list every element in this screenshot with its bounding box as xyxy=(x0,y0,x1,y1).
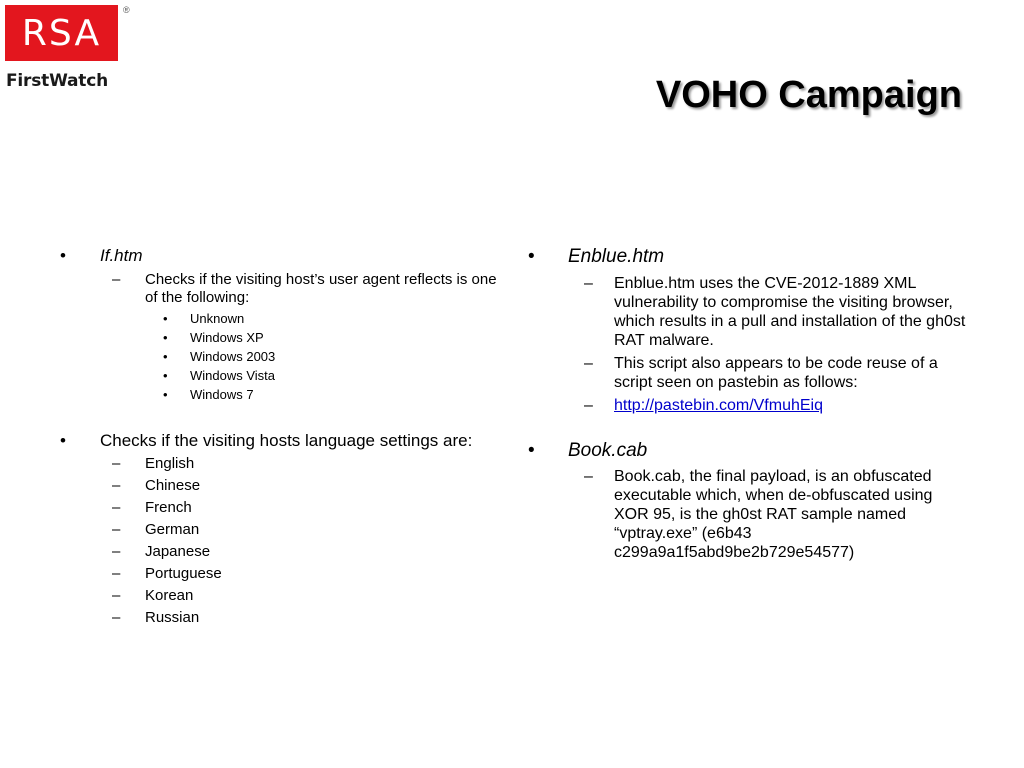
agent-label: Windows Vista xyxy=(190,368,276,383)
language-label: Russian xyxy=(145,609,200,626)
bullet-icon: • xyxy=(528,246,535,267)
bullet-book-cab xyxy=(528,439,968,462)
dash-icon: – xyxy=(112,587,121,604)
language-label: Portuguese xyxy=(145,565,222,582)
sub-bullet-text: Book.cab, the final payload, is an obfuscated executable which, when de-obfuscated using XOR 95, is the gh0st RAT sample named “vptray.exe” (e6b43 c299a9a1f5abd9be2b729e54577) xyxy=(614,468,933,561)
agent-label: Windows 7 xyxy=(190,387,254,402)
bullet-icon: • xyxy=(163,311,168,326)
registered-mark: ® xyxy=(123,5,130,15)
sub-bullet-text: This script also appears to be code reuse of a script seen on pastebin as follows: xyxy=(614,355,938,391)
list-item-language xyxy=(60,541,500,563)
list-item-agent xyxy=(60,347,500,366)
language-label: English xyxy=(145,455,195,472)
list-item-language xyxy=(60,607,500,629)
bullet-if-htm xyxy=(60,245,500,266)
sub-bullet-link xyxy=(528,396,968,415)
sub-bullet-payload xyxy=(528,467,968,562)
dash-icon: – xyxy=(584,468,593,485)
agent-label: Unknown xyxy=(190,311,245,326)
agent-label: Windows 2003 xyxy=(190,349,276,364)
bullet-icon: • xyxy=(163,368,168,383)
bullet-icon: • xyxy=(163,387,168,402)
list-item-agent xyxy=(60,309,500,328)
dash-icon: – xyxy=(584,397,593,414)
firstwatch-label: FirstWatch xyxy=(6,71,108,91)
list-item-agent xyxy=(60,385,500,404)
list-item-agent xyxy=(60,366,500,385)
sub-bullet-user-agent xyxy=(60,271,500,307)
list-item-language xyxy=(60,475,500,497)
sub-bullet-text: Enblue.htm uses the CVE-2012-1889 XML vulnerability to compromise the visiting browser, which results in a pull and installation of the gh0st RAT malware. xyxy=(614,275,966,349)
list-item-language xyxy=(60,519,500,541)
list-item-language xyxy=(60,563,500,585)
language-label: French xyxy=(145,499,192,516)
bullet-icon: • xyxy=(60,246,66,265)
pastebin-link[interactable]: http://pastebin.com/VfmuhEiq xyxy=(614,397,823,414)
sub-bullet-cve xyxy=(528,274,968,350)
dash-icon: – xyxy=(112,499,121,516)
agent-label: Windows XP xyxy=(190,330,264,345)
dash-icon: – xyxy=(112,609,121,626)
dash-icon: – xyxy=(112,455,121,472)
list-item-language xyxy=(60,453,500,475)
left-column xyxy=(60,245,500,629)
language-label: German xyxy=(145,521,200,538)
bullet-label: Enblue.htm xyxy=(568,246,665,267)
bullet-icon: • xyxy=(60,431,66,450)
dash-icon: – xyxy=(112,477,121,494)
rsa-logo-box xyxy=(5,5,118,61)
bullet-icon: • xyxy=(528,440,535,461)
list-item-agent xyxy=(60,328,500,347)
bullet-language-settings xyxy=(60,430,500,451)
slide-title: VOHO Campaign xyxy=(655,74,962,116)
language-label: Korean xyxy=(145,587,194,604)
bullet-label: Checks if the visiting hosts language settings are: xyxy=(100,431,473,450)
language-label: Japanese xyxy=(145,543,211,560)
bullet-label: If.htm xyxy=(100,246,143,265)
dash-icon: – xyxy=(112,521,121,538)
dash-icon: – xyxy=(112,565,121,582)
bullet-icon: • xyxy=(163,349,168,364)
bullet-enblue-htm xyxy=(528,245,968,268)
dash-icon: – xyxy=(584,275,593,292)
bullet-label: Book.cab xyxy=(568,440,648,461)
language-label: Chinese xyxy=(145,477,201,494)
sub-bullet-pastebin xyxy=(528,354,968,392)
dash-icon: – xyxy=(112,543,121,560)
list-item-language xyxy=(60,585,500,607)
rsa-logo-text: RSA xyxy=(21,12,102,54)
list-item-language xyxy=(60,497,500,519)
sub-bullet-text: Checks if the visiting host’s user agent reflects is one of the following: xyxy=(145,271,497,306)
right-column xyxy=(528,245,968,562)
rsa-firstwatch-logo xyxy=(5,5,129,91)
bullet-icon: • xyxy=(163,330,168,345)
dash-icon: – xyxy=(584,355,593,372)
dash-icon: – xyxy=(112,271,121,288)
